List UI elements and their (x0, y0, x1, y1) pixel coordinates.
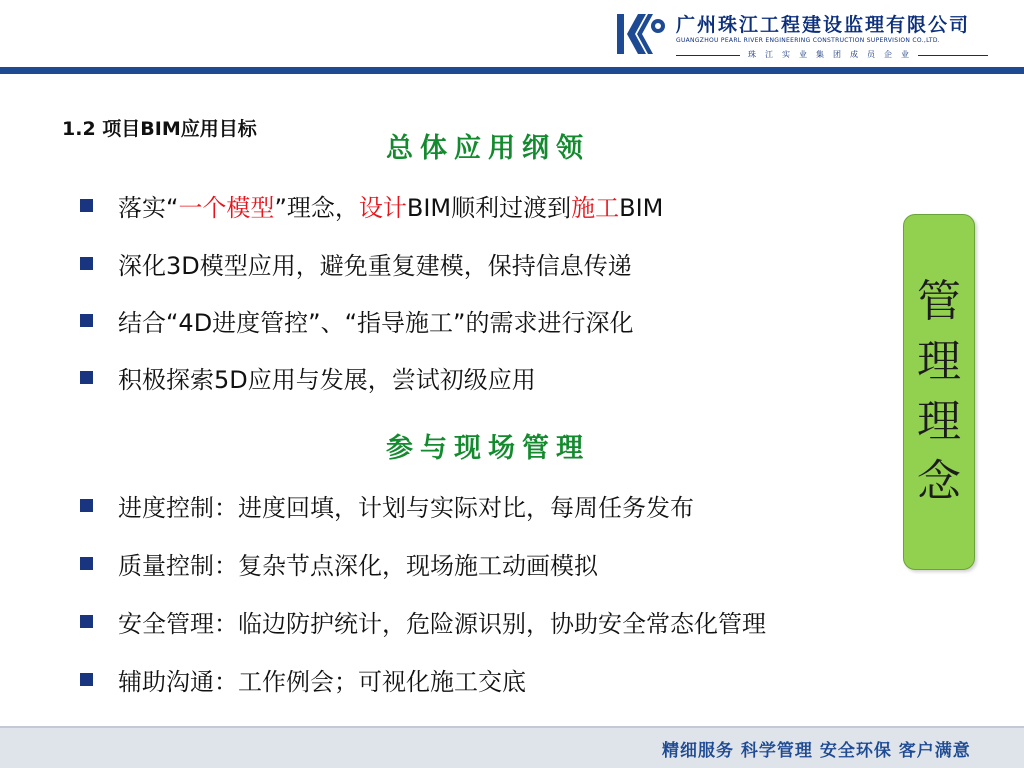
bullet-square-icon (80, 257, 93, 270)
bullet-square-icon (80, 371, 93, 384)
bullet-item (80, 604, 766, 638)
company-slogan: 珠江实业集团成员企业 (748, 50, 918, 59)
header-rule (0, 67, 1024, 74)
company-name-en: GUANGZHOU PEARL RIVER ENGINEERING CONSTRUCTION SUPERVISION CO.,LTD. (676, 37, 941, 44)
concept-char: 念 (917, 456, 961, 507)
bullet-text: 辅助沟通：工作例会；可视化施工交底 (118, 667, 526, 696)
bullet-square-icon (80, 199, 93, 212)
text-segment: ”理念， (274, 193, 359, 222)
bullet-item (80, 188, 663, 222)
text-segment: BIM顺利过渡到 (406, 193, 572, 222)
concept-char: 管 (917, 276, 961, 327)
text-segment: 落实“ (118, 193, 179, 222)
bullet-square-icon (80, 314, 93, 327)
group2-heading: 参与现场管理 (386, 433, 590, 464)
bullet-item (80, 246, 632, 280)
bullet-text: 安全管理：临边防护统计，危险源识别，协助安全常态化管理 (118, 609, 766, 638)
concept-char: 理 (917, 396, 961, 447)
bullet-text: 结合“4D进度管控”、“指导施工”的需求进行深化 (118, 308, 634, 337)
footer-slogan: 精细服务 科学管理 安全环保 客户满意 (662, 741, 971, 761)
slogan-divider-left (676, 55, 740, 56)
company-logo (616, 12, 666, 58)
bullet-item (80, 662, 526, 696)
bullet-item (80, 546, 598, 580)
company-name: 广州珠江工程建设监理有限公司 (676, 14, 971, 36)
bullet-text: 深化3D模型应用，避免重复建模，保持信息传递 (118, 251, 632, 280)
bullet-square-icon (80, 557, 93, 570)
bullet-square-icon (80, 673, 93, 686)
footer-stripe (0, 726, 1024, 728)
bullet-text: 进度控制：进度回填，计划与实际对比，每周任务发布 (118, 493, 694, 522)
bullet-item (80, 303, 633, 337)
bullet-square-icon (80, 615, 93, 628)
section-title: 1.2 项目BIM应用目标 (62, 118, 257, 140)
highlight-segment: 施工 (571, 193, 620, 222)
bullet-text (118, 188, 663, 223)
management-concept-box (903, 214, 975, 570)
concept-char: 理 (917, 336, 961, 387)
bullet-item (80, 488, 694, 522)
bullet-square-icon (80, 499, 93, 512)
group1-heading: 总体应用纲领 (386, 133, 590, 164)
text-segment: BIM (619, 193, 664, 222)
slogan-divider-right (918, 55, 988, 56)
highlight-segment: 设计 (358, 193, 407, 222)
bullet-text: 积极探索5D应用与发展，尝试初级应用 (118, 365, 536, 394)
highlight-segment: 一个模型 (178, 193, 275, 222)
bullet-item (80, 360, 536, 394)
bullet-text: 质量控制：复杂节点深化，现场施工动画模拟 (118, 551, 598, 580)
